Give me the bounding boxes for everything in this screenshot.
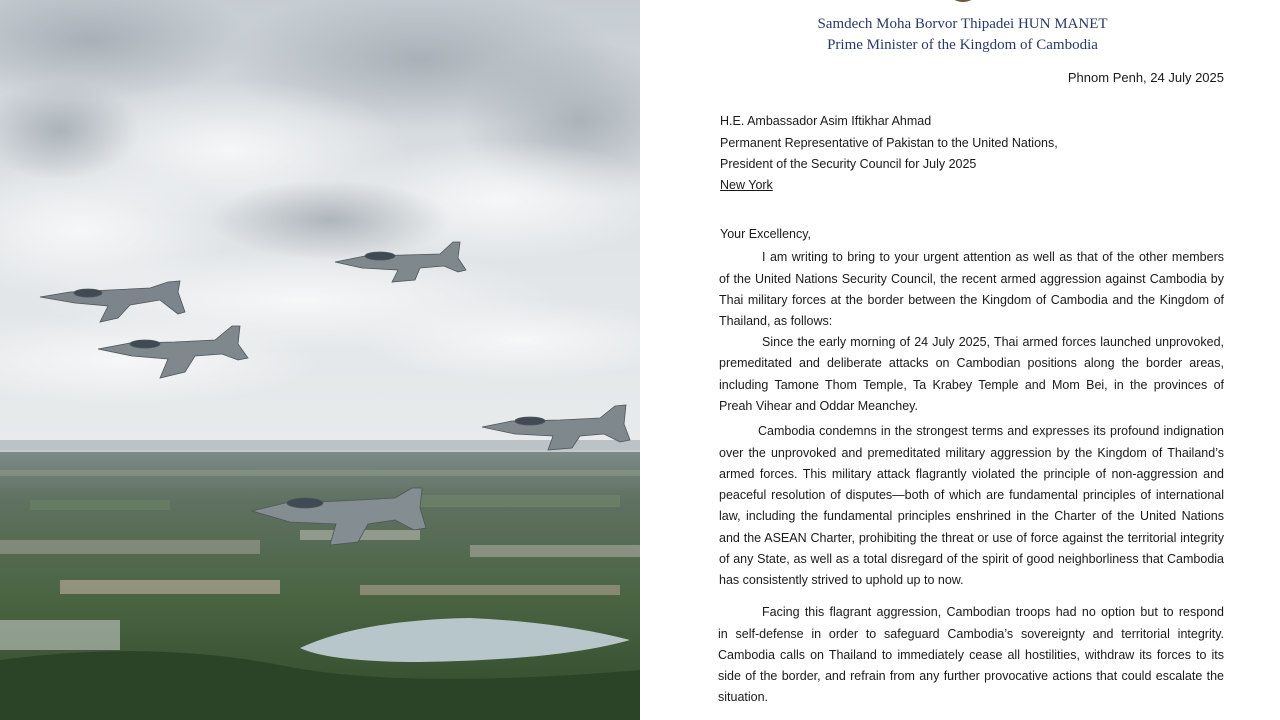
letter-line: has consistently strived to uphold up to now. (719, 573, 964, 587)
letter-line: over the unprovoked and premeditated military aggression by the Kingdom of Thailand’s (719, 446, 1224, 460)
letter-line: in self-defense in order to safeguard Cambodia’s sovereignty and territorial integrity. (718, 627, 1224, 641)
letter-line: Thai military forces at the border between the Kingdom of Cambodia and the Kingdom of (719, 293, 1224, 307)
sender-title: Prime Minister of the Kingdom of Cambodia (827, 37, 1098, 53)
letter-line: Thailand, as follows: (719, 314, 833, 328)
letter-line: situation. (718, 690, 769, 704)
letter-line: side of the border, and refrain from any further provocative actions that could escalate the (718, 669, 1224, 683)
letter-line: Since the early morning of 24 July 2025, Thai armed forces launched unprovoked, (762, 335, 1224, 349)
recipient-city: New York (720, 178, 773, 192)
emblem-icon (948, 0, 978, 6)
letter-line: including Tamone Thom Temple, Ta Krabey Temple and Mom Bei, in the provinces of (719, 378, 1224, 392)
letter-line: peaceful resolution of disputes—both of which are fundamental principles of international (719, 488, 1224, 502)
sender-name: Samdech Moha Borvor Thipadei HUN MANET (817, 16, 1108, 32)
letter-line: of any State, as well as a total disregard of the spirit of good neighborliness that Cambodia (719, 552, 1224, 566)
letter-line: Cambodia condemns in the strongest terms and expresses its profound indignation (758, 424, 1224, 438)
letter-line: armed forces. This military attack flagrantly violated the principle of non-aggression and (719, 467, 1224, 481)
letter-line: law, including the fundamental principles enshrined in the Charter of the United Nations (719, 509, 1224, 523)
recipient-name: H.E. Ambassador Asim Iftikhar Ahmad (720, 114, 932, 128)
letter-line: I am writing to bring to your urgent attention as well as that of the other members (762, 250, 1224, 264)
letter-line: and the ASEAN Charter, prohibiting the threat or use of force against the territorial integrity (719, 531, 1224, 545)
recipient-role: Permanent Representative of Pakistan to the United Nations, (720, 136, 1058, 150)
letter-line: premeditated and deliberate attacks on Cambodian positions along the border areas, (719, 356, 1224, 370)
letter-line: Facing this flagrant aggression, Cambodian troops had no option but to respond (762, 605, 1224, 619)
recipient-council: President of the Security Council for July 2025 (720, 157, 977, 171)
salutation: Your Excellency, (720, 227, 812, 241)
letter-line: Preah Vihear and Oddar Meanchey. (719, 399, 918, 413)
place-date: Phnom Penh, 24 July 2025 (1067, 70, 1224, 85)
letter-line: of the United Nations Security Council, the recent armed aggression against Cambodia by (719, 272, 1224, 286)
letter-line: Cambodia calls on Thailand to immediately cease all hostilities, withdraw its forces to its (718, 648, 1224, 662)
clouds (0, 0, 640, 405)
